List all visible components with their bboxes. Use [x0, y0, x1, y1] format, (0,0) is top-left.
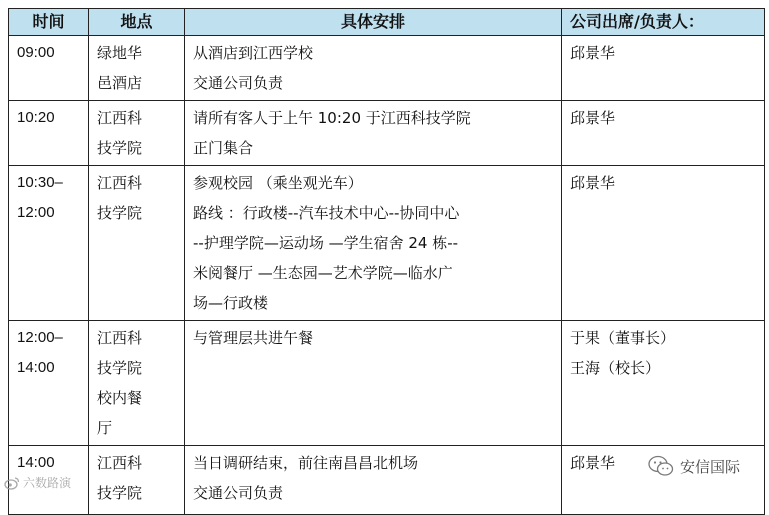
place-cell: [89, 446, 185, 515]
owner-cell: [562, 321, 765, 446]
watermark-left-text: 六数路演: [23, 476, 72, 490]
place-text: 江西科 技学院: [97, 174, 143, 222]
place-cell: [89, 36, 185, 101]
place-text: 江西科 技学院: [97, 109, 143, 157]
table-row: [9, 36, 765, 101]
wechat-icon: [648, 455, 674, 477]
schedule-table: [8, 8, 765, 515]
watermark-right-text: 安信国际: [680, 457, 741, 476]
watermark-right: [648, 455, 740, 477]
plan-cell: [185, 446, 562, 515]
owner-text: 邱景华: [570, 174, 616, 192]
table-row: [9, 321, 765, 446]
plan-cell: [185, 166, 562, 321]
time-text: 14:00: [17, 454, 55, 471]
owner-text: 邱景华: [570, 109, 616, 127]
table-row: [9, 166, 765, 321]
plan-cell: [185, 321, 562, 446]
header-time: 时间: [9, 9, 89, 36]
plan-text: 与管理层共进午餐: [193, 329, 314, 347]
owner-cell: [562, 36, 765, 101]
plan-cell: [185, 101, 562, 166]
owner-cell: [562, 166, 765, 321]
plan-text: 从酒店到江西学校 交通公司负责: [193, 44, 314, 92]
place-text: 江西科 技学院 校内餐 厅: [97, 329, 143, 437]
watermark-left: [4, 474, 71, 491]
weibo-icon: [4, 476, 20, 490]
header-row: [9, 9, 765, 36]
place-text: 绿地华 邑酒店: [97, 44, 143, 92]
time-text: 10:30– 12:00: [17, 174, 63, 221]
place-cell: [89, 321, 185, 446]
plan-text: 请所有客人于上午 10:20 于江西科技学院 正门集合: [193, 109, 471, 157]
place-text: 江西科 技学院: [97, 454, 143, 502]
plan-text: 当日调研结束，前往南昌昌北机场 交通公司负责: [193, 454, 419, 502]
header-plan: 具体安排: [185, 9, 562, 36]
table-row: [9, 101, 765, 166]
time-cell: [9, 166, 89, 321]
header-owner: 公司出席/负责人：: [562, 9, 765, 36]
plan-text: 参观校园 （乘坐观光车） 路线 ：行政楼--汽车技术中心--协同中心 --护理学院—运动场 —学生宿舍 24 栋-- 米阅餐厅 —生态园—艺术学院—临水广 场—行政楼: [193, 174, 460, 312]
place-cell: [89, 166, 185, 321]
owner-cell: [562, 101, 765, 166]
place-cell: [89, 101, 185, 166]
owner-text: 邱景华: [570, 44, 616, 62]
owner-text: 邱景华: [570, 454, 616, 472]
time-cell: [9, 36, 89, 101]
time-cell: [9, 321, 89, 446]
time-text: 12:00– 14:00: [17, 329, 63, 376]
time-text: 09:00: [17, 44, 55, 61]
time-cell: [9, 101, 89, 166]
owner-text: 于果（董事长） 王海（校长）: [570, 329, 676, 377]
time-text: 10:20: [17, 109, 55, 126]
plan-cell: [185, 36, 562, 101]
header-place: 地点: [89, 9, 185, 36]
